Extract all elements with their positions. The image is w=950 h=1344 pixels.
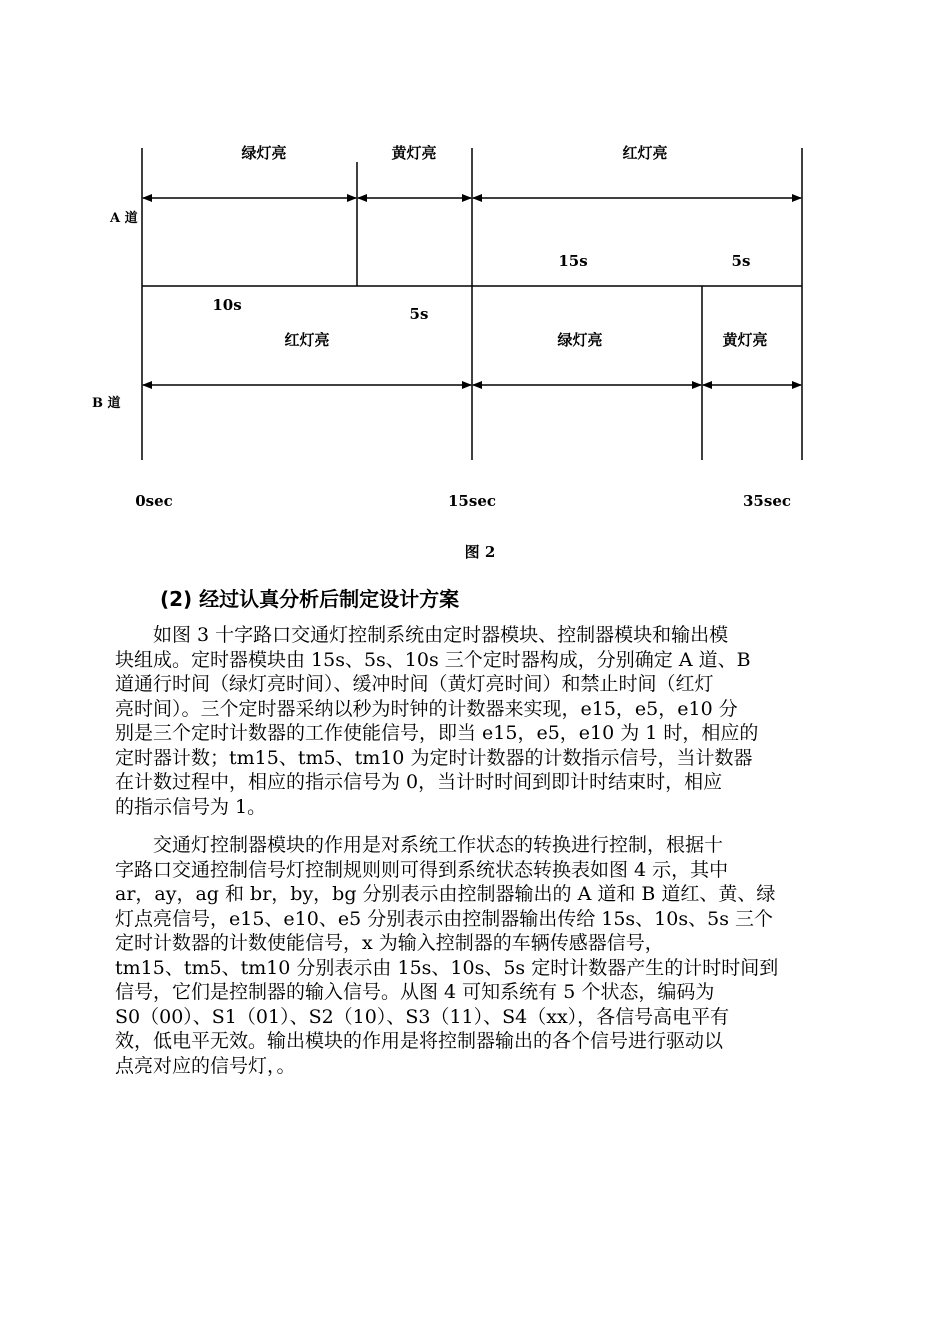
paragraph-line: ar，ay，ag 和 br，by，bg 分别表示由控制器输出的 A 道和 B 道红、黄、绿 — [115, 883, 776, 905]
paragraph-line: 在计数过程中，相应的指示信号为 0，当计时时间到即计时结束时，相应 — [115, 771, 723, 793]
figure-caption: 图 2 — [464, 543, 496, 561]
paragraph-2 — [115, 833, 835, 1078]
label-dur-5s-top: 5s — [731, 252, 751, 270]
lane-a-label: A 道 — [110, 211, 138, 226]
label-a-red: 红灯亮 — [622, 144, 668, 162]
paragraph-line: 点亮对应的信号灯，。 — [115, 1054, 296, 1077]
label-b-red: 红灯亮 — [284, 331, 330, 349]
label-b-green: 绿灯亮 — [557, 331, 603, 349]
label-dur-5s-mid: 5s — [409, 305, 429, 323]
timing-diagram — [0, 0, 950, 570]
label-a-green: 绿灯亮 — [241, 144, 287, 162]
label-b-yellow: 黄灯亮 — [722, 331, 768, 349]
paragraph-line: 定时器计数；tm15、tm5、tm10 为定时计数器的计数指示信号，当计数器 — [115, 746, 753, 769]
label-dur-15s: 15s — [558, 252, 588, 270]
paragraph-line: 如图 3 十字路口交通灯控制系统由定时器模块、控制器模块和输出模 — [115, 624, 729, 646]
time-15sec: 15sec — [448, 492, 496, 510]
section-heading: (2) 经过认真分析后制定设计方案 — [160, 587, 460, 611]
paragraph-1 — [115, 623, 835, 819]
paragraph-line: 信号，它们是控制器的输入信号。从图 4 可知系统有 5 个状态，编码为 — [115, 981, 715, 1003]
time-35sec: 35sec — [743, 492, 791, 510]
paragraph-line: 块组成。定时器模块由 15s、5s、10s 三个定时器构成，分别确定 A 道、B — [115, 648, 751, 671]
time-0sec: 0sec — [135, 492, 173, 510]
paragraph-line: 灯点亮信号，e15、e10、e5 分别表示由控制器输出传给 15s、10s、5s 三个 — [115, 907, 773, 930]
paragraph-line: 道通行时间（绿灯亮时间）、缓冲时间（黄灯亮时间）和禁止时间（红灯 — [115, 673, 714, 695]
label-dur-10s: 10s — [212, 296, 242, 314]
paragraph-line: 的指示信号为 1。 — [115, 795, 267, 818]
paragraph-line: 交通灯控制器模块的作用是对系统工作状态的转换进行控制，根据十 — [115, 834, 724, 856]
paragraph-line: 定时计数器的计数使能信号，x 为输入控制器的车辆传感器信号， — [115, 932, 664, 954]
paragraph-line: 别是三个定时计数器的工作使能信号，即当 e15，e5，e10 为 1 时，相应的 — [115, 722, 759, 744]
label-a-yellow: 黄灯亮 — [391, 144, 437, 162]
paragraph-line: S0（00）、S1（01）、S2（10）、S3（11）、S4（xx），各信号高电平有 — [115, 1005, 730, 1028]
lane-b-label: B 道 — [92, 396, 121, 411]
paragraph-line: 亮时间）。三个定时器采纳以秒为时钟的计数器来实现，e15，e5，e10 分 — [115, 697, 738, 720]
paragraph-line: 效，低电平无效。输出模块的作用是将控制器输出的各个信号进行驱动以 — [115, 1030, 724, 1052]
paragraph-line: tm15、tm5、tm10 分别表示由 15s、10s、5s 定时计数器产生的计时时间到 — [115, 956, 779, 979]
paragraph-line: 字路口交通控制信号灯控制规则则可得到系统状态转换表如图 4 示，其中 — [115, 858, 729, 881]
